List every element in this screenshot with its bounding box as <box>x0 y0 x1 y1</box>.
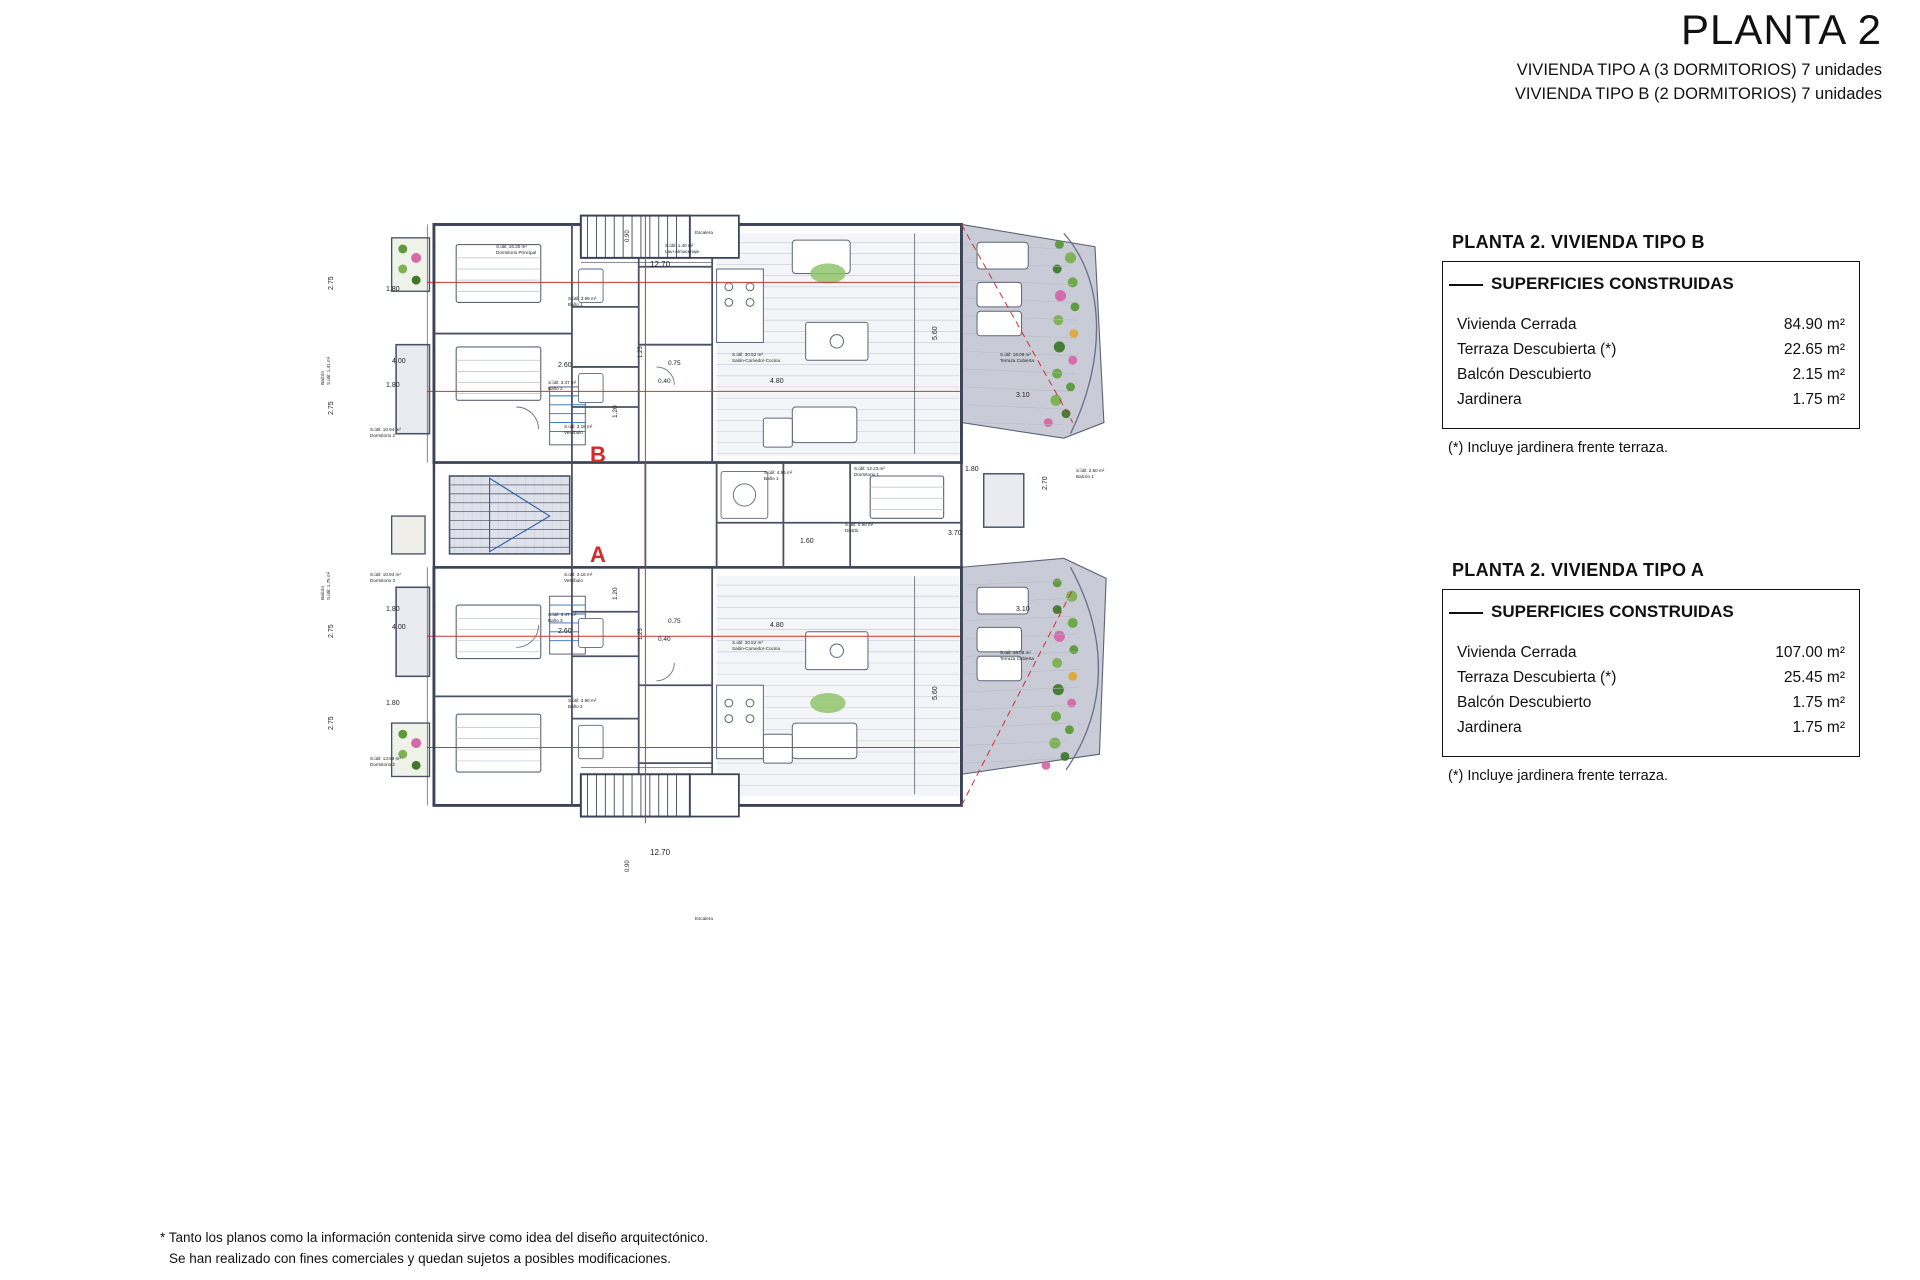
dimension: 1.20 <box>612 405 619 418</box>
legend-a-row <box>1457 665 1845 690</box>
legend-a-title: PLANTA 2. VIVIENDA TIPO A <box>1452 560 1705 580</box>
room-label: S.útil: 30.52 m² Salón-Comedor-Cocina <box>732 640 781 651</box>
dimension: 0.90 <box>625 230 631 242</box>
room-label: S.útil: 3.47 m² Baño 3 <box>548 612 577 623</box>
dimension: 2.60 <box>558 628 572 635</box>
dimension: 1.60 <box>800 538 814 545</box>
dimension: 1.80 <box>965 466 979 473</box>
dimension: 4.80 <box>770 622 784 629</box>
legend-b-row <box>1457 387 1845 412</box>
dimension: 3.70 <box>948 530 962 537</box>
header-subtitle-b: VIVIENDA TIPO B (2 DORMITORIOS) 7 unidades <box>1514 85 1882 104</box>
room-label: S.útil: 0.90 m² Distrib. <box>845 522 874 533</box>
legend-a-row-label: Jardinera <box>1457 719 1522 737</box>
room-label: S.útil: 2.50 m² Balcón 1 <box>1076 468 1105 479</box>
dimension: 2.60 <box>558 362 572 369</box>
legend-a-row <box>1457 640 1845 665</box>
legend-b-row <box>1457 312 1845 337</box>
legend-b-row-value: 22.65 m² <box>1783 341 1845 359</box>
dimension: 12.70 <box>650 848 671 857</box>
dimension: 1.80 <box>386 700 400 707</box>
legend-b-row-value: 1.75 m² <box>1792 391 1845 409</box>
legend-a-row-value: 1.75 m² <box>1792 719 1845 737</box>
dimension: 3.10 <box>1016 606 1030 613</box>
dimension: 4.80 <box>770 378 784 385</box>
legend-a-row-label: Terraza Descubierta (*) <box>1457 669 1617 687</box>
room-label: S.útil: 4.86 m² Baño 1 <box>764 470 793 481</box>
dimension: 0.75 <box>668 618 681 625</box>
sheet-header <box>1515 8 1882 107</box>
room-label: S.útil: 16.30 m² Dormitorio Principal <box>496 244 537 255</box>
disclaimer-line-1: * Tanto los planos como la información contenida sirve como idea del diseño arquitectónico. <box>160 1230 709 1245</box>
legend-a-row-label: Vivienda Cerrada <box>1457 644 1577 661</box>
legend-b-title: PLANTA 2. VIVIENDA TIPO B <box>1452 232 1705 252</box>
room-label: S.útil: 18.08 m² Terraza Cubierta <box>1000 352 1034 363</box>
disclaimer-line-2: Se han realizado con fines comerciales y quedan sujetos a posibles modificaciones. <box>169 1250 672 1266</box>
legend-b-row-label: Balcón Descubierto <box>1457 366 1592 384</box>
room-label: S.útil: 3.18 m² Vestíbulo <box>564 424 593 435</box>
stair-label: Escalera <box>695 230 713 235</box>
legend-a-row-value: 107.00 m² <box>1775 644 1845 661</box>
legend-a-note: (*) Incluye jardinera frente terraza. <box>1448 768 1669 785</box>
room-label: Balcón S.útil: 1.41 m² <box>320 356 331 385</box>
legend-b-row-label: Jardinera <box>1457 391 1522 409</box>
room-label: S.útil: 10.94 m² Dormitorio 2 <box>370 427 401 438</box>
dimension: 4.00 <box>392 624 406 631</box>
dimension: 12.70 <box>650 260 671 269</box>
legend-a-row-value: 1.75 m² <box>1792 694 1845 712</box>
legend-b-row <box>1457 362 1845 387</box>
room-label: Balcón S.útil: 1.75 m² <box>320 571 331 600</box>
legend-a-row-label: Balcón Descubierto <box>1457 694 1592 712</box>
dimension: 1.80 <box>386 382 400 389</box>
dimension: 0.40 <box>658 636 671 643</box>
dimension: 2.70 <box>1042 476 1049 490</box>
dimension: 3.10 <box>1016 392 1030 399</box>
room-label: S.útil: 18.08 m² Terraza Cubierta <box>1000 650 1034 661</box>
room-label: S.útil: 12.23 m² Dormitorio 1 <box>854 466 885 477</box>
floor-plan-drawing <box>300 200 1200 890</box>
room-label: S.útil: 30.52 m² Salón-Comedor-Cocina <box>732 352 781 363</box>
dimension: 2.75 <box>328 624 335 638</box>
room-label: S.útil: 3.90 m² Baño 1 <box>568 296 597 307</box>
legend-a-row-value: 25.45 m² <box>1783 669 1845 687</box>
dimension: 0.90 <box>625 860 631 872</box>
legend-b-row-value: 84.90 m² <box>1783 316 1845 333</box>
legend-b-row-value: 2.15 m² <box>1792 366 1845 384</box>
legend-a-row <box>1457 690 1845 715</box>
room-label: S.útil: 3.90 m² Baño 2 <box>568 698 597 709</box>
unit-marker-a: A <box>590 542 606 567</box>
legend-b-heading: SUPERFICIES CONSTRUIDAS <box>1443 262 1859 304</box>
dimension: 2.75 <box>328 401 335 415</box>
room-label: S.útil: 13.69 m² Dormitorio 2 <box>370 756 401 767</box>
unit-marker-b: B <box>590 442 606 467</box>
dimension: 5.60 <box>932 326 939 340</box>
room-label: S.útil: 3.18 m² Vestíbulo <box>564 572 593 583</box>
legend-b-row <box>1457 337 1845 362</box>
room-label: S.útil: 1.40 m² Lav+Almacenaje <box>665 243 700 254</box>
legend-a-heading: SUPERFICIES CONSTRUIDAS <box>1443 590 1859 632</box>
dimension: 0.75 <box>668 360 681 367</box>
dimension: 1.80 <box>386 606 400 613</box>
dimension: 2.75 <box>328 276 335 290</box>
page-title: PLANTA 2 <box>1681 6 1882 53</box>
legend-b-row-label: Vivienda Cerrada <box>1457 316 1577 333</box>
floor-plan <box>300 200 1200 921</box>
dimension: 1.25 <box>638 346 644 358</box>
dimension: 5.60 <box>932 686 939 700</box>
legend-b-row-label: Terraza Descubierta (*) <box>1457 341 1617 359</box>
header-subtitle-a: VIVIENDA TIPO A (3 DORMITORIOS) 7 unidades <box>1516 61 1882 80</box>
dimension: 1.80 <box>386 286 400 293</box>
dimension: 1.25 <box>638 628 644 640</box>
disclaimer <box>160 1228 708 1270</box>
legend-a-row <box>1457 715 1845 740</box>
room-label: S.útil: 10.94 m² Dormitorio 3 <box>370 572 401 583</box>
dimension: 0.40 <box>658 378 671 385</box>
dimension: 2.75 <box>328 716 335 730</box>
dimension: 1.20 <box>612 587 619 600</box>
legend-b-note: (*) Incluye jardinera frente terraza. <box>1448 440 1669 457</box>
stair-label: Escalera <box>695 916 713 921</box>
legend-type-a <box>1442 560 1860 784</box>
legend-type-b <box>1442 232 1860 456</box>
room-label: S.útil: 3.47 m² Baño 2 <box>548 380 577 391</box>
dimension: 4.00 <box>392 358 406 365</box>
